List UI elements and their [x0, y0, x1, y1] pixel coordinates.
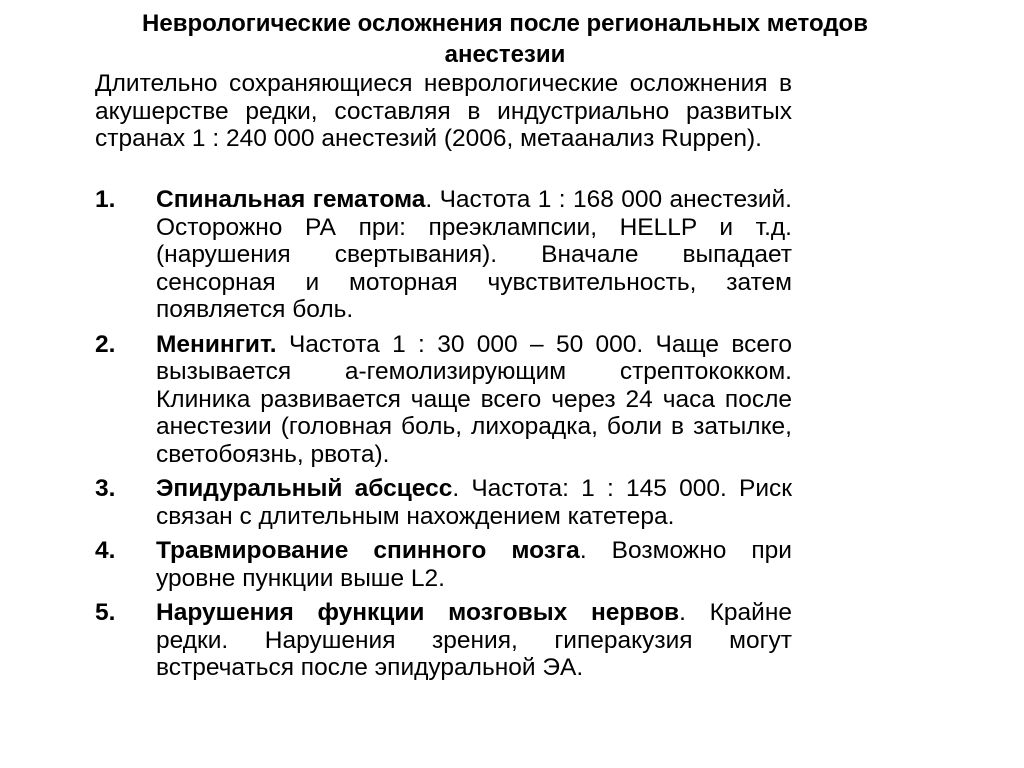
list-item — [95, 186, 792, 324]
list-item — [95, 475, 792, 530]
item-text: Частота 1 : 30 000 – 50 000. Чаще всего вызывается а-гемолизирующим стрептококком. Клиника развивается чаще всего через 24 часа после анестезии (головная боль, лихорадка, боли в затылке, светобоязнь, рвота). — [156, 330, 792, 468]
slide-title: Неврологические осложнения после региональных методов анестезии — [142, 10, 868, 68]
list-item — [95, 537, 792, 592]
intro-paragraph: Длительно сохраняющиеся неврологические осложнения в акушерстве редки, составляя в индустриально развитых странах 1 : 240 000 анестезий (2006, метаанализ Ruppen). — [95, 70, 792, 152]
item-text: . Частота 1 : 168 000 анестезий. Осторожно РА при: преэклампсии, HELLP и т.д. (нарушения свертывания). Вначале выпадает сенсорная и моторная чувствительность, затем появляется боль. — [156, 186, 792, 323]
item-number: 3. — [95, 475, 116, 502]
item-number: 2. — [95, 330, 116, 358]
item-number: 1. — [95, 186, 116, 213]
item-number: 5. — [95, 599, 116, 626]
item-term: Нарушения функции мозговых нервов — [156, 599, 680, 626]
item-text: . Возможно при уровне пункции выше L2. — [156, 537, 792, 592]
item-term: Травмирование спинного мозга — [156, 537, 580, 564]
list-item — [95, 599, 792, 682]
list-item — [95, 331, 792, 469]
item-term: Спинальная гематома — [156, 186, 426, 213]
complications-list — [95, 186, 792, 689]
item-text: . Частота: 1 : 145 000. Риск связан с длительным нахождением катетера. — [156, 475, 792, 530]
item-number: 4. — [95, 537, 116, 564]
item-term: Менингит. — [156, 330, 277, 358]
item-text: . Крайне редки. Нарушения зрения, гиперакузия могут встречаться после эпидуральной ЭА. — [156, 599, 792, 681]
item-term: Эпидуральный абсцесс — [156, 475, 453, 502]
